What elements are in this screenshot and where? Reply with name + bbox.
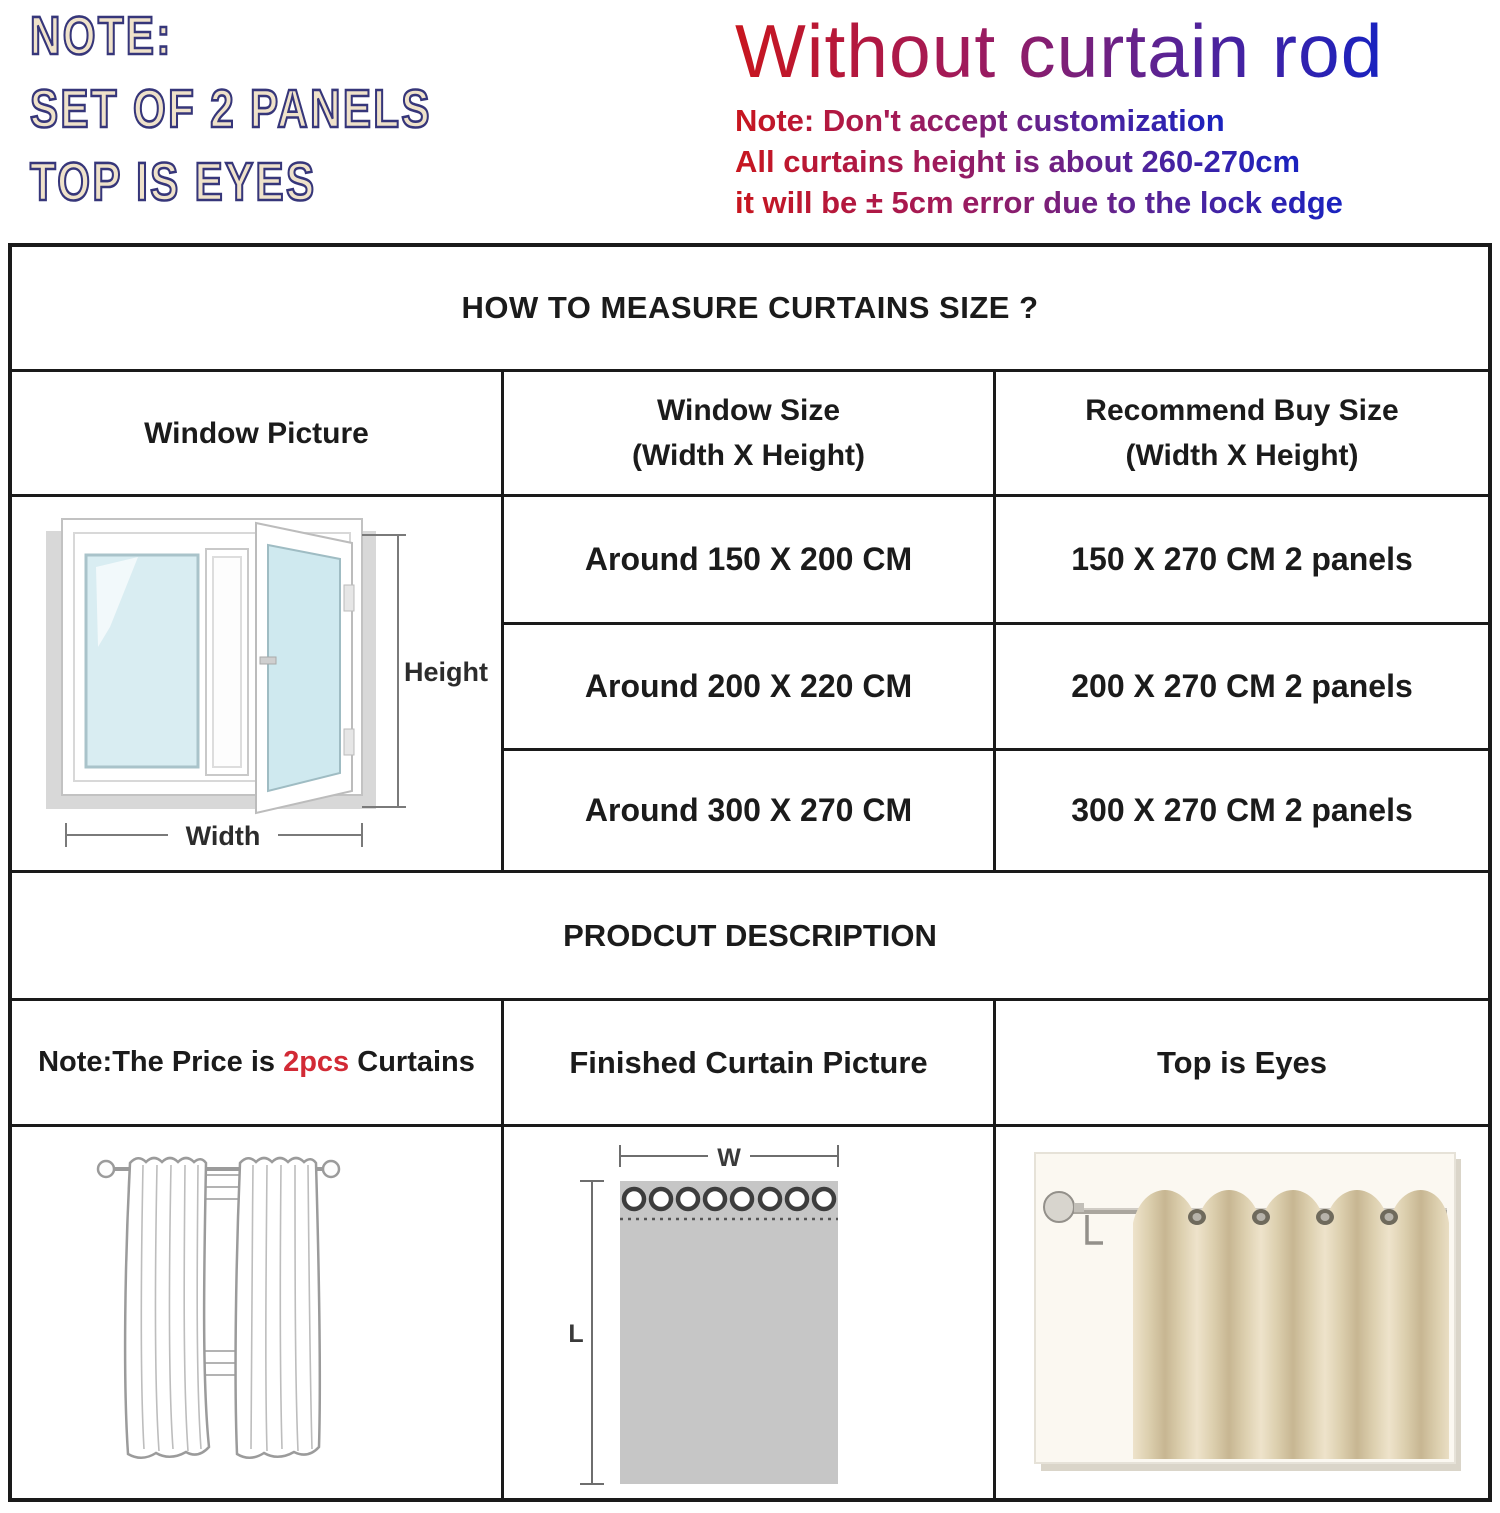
right-panel-sketch — [235, 1158, 319, 1458]
product-description-text: PRODCUT DESCRIPTION — [563, 917, 937, 953]
product-description-cell — [12, 873, 1488, 1001]
buy-size-row-1 — [996, 497, 1488, 625]
buy-size-3-text: 300 X 270 CM 2 panels — [1071, 792, 1413, 828]
table-title-cell — [12, 247, 1488, 372]
curtains-sketch-cell — [12, 1127, 504, 1498]
price-note-suffix: Curtains — [349, 1046, 475, 1078]
window-size-1-text: Around 150 X 200 CM — [584, 541, 913, 577]
finial-stem — [1074, 1203, 1084, 1212]
rod-finial — [1044, 1192, 1074, 1222]
note-line-2: SET OF 2 PANELS — [30, 79, 432, 139]
window-handle — [260, 657, 276, 664]
customization-note-2 — [735, 141, 1495, 182]
customization-notes — [735, 100, 1495, 223]
page-header — [0, 0, 1500, 243]
without-rod-block — [735, 10, 1495, 223]
customization-note-2-text: All curtains height is about 260-270cm — [735, 141, 1300, 182]
buy-size-row-2 — [996, 625, 1488, 751]
buy-size-2-text: 200 X 270 CM 2 panels — [1071, 668, 1413, 704]
window-center-strip-inner — [213, 557, 241, 767]
l-label: L — [567, 1319, 584, 1348]
window-size-row-3 — [504, 751, 996, 873]
curtain-photo-illustration — [996, 1129, 1488, 1497]
price-note-cell — [12, 1001, 504, 1127]
col-header-window-size-line2: (Width X Height) — [631, 439, 865, 472]
col-header-window-size — [504, 372, 996, 497]
col-header-window-picture-line1: Window Picture — [144, 416, 369, 450]
note-line-3: TOP IS EYES — [30, 152, 317, 212]
col-header-buy-size — [996, 372, 1488, 497]
window-size-row-2 — [504, 625, 996, 751]
top-is-eyes-label-text: Top is Eyes — [1157, 1044, 1327, 1080]
curtain-fabric — [1133, 1190, 1449, 1459]
buy-size-1-text: 150 X 270 CM 2 panels — [1071, 541, 1413, 577]
customization-note-1 — [735, 100, 1495, 141]
table-title-text: HOW TO MEASURE CURTAINS SIZE ? — [461, 290, 1039, 325]
w-label: W — [716, 1143, 741, 1172]
finished-picture-label-cell — [504, 1001, 996, 1127]
col-header-buy-size-line1: Recommend Buy Size — [1085, 394, 1399, 427]
without-rod-title-text: Without curtain rod — [735, 9, 1384, 93]
without-rod-title — [735, 10, 1495, 92]
buy-size-row-3 — [996, 751, 1488, 873]
window-hinge-top — [344, 585, 354, 611]
customization-note-3-text: it will be ± 5cm error due to the lock edge — [735, 182, 1343, 223]
col-header-buy-size-line2: (Width X Height) — [1125, 439, 1359, 472]
customization-note-1-text: Note: Don't accept customization — [735, 100, 1225, 141]
col-header-window-picture — [12, 372, 504, 497]
window-diagram — [12, 497, 504, 870]
height-label: Height — [403, 657, 488, 687]
grommet-panel — [620, 1181, 838, 1484]
grommet-diagram-cell — [504, 1127, 996, 1498]
curtain-photo-cell — [996, 1127, 1488, 1498]
price-note-prefix: Note:The Price is — [38, 1046, 284, 1078]
width-label: Width — [185, 821, 260, 851]
window-size-3-text: Around 300 X 270 CM — [584, 792, 913, 828]
finished-picture-label-text: Finished Curtain Picture — [569, 1044, 928, 1080]
window-size-2-text: Around 200 X 220 CM — [584, 668, 913, 704]
note-line-1: NOTE: — [30, 6, 173, 66]
customization-note-3 — [735, 182, 1495, 223]
left-panel-sketch — [125, 1158, 209, 1458]
window-size-row-1 — [504, 497, 996, 625]
measure-size-table — [8, 243, 1492, 1502]
price-note-text — [38, 1046, 475, 1079]
top-is-eyes-label-cell — [996, 1001, 1488, 1127]
price-note-highlight: 2pcs — [283, 1046, 350, 1078]
grommet-panel-diagram — [504, 1129, 996, 1497]
col-header-window-size-line1: Window Size — [656, 394, 841, 427]
window-hinge-bottom — [344, 729, 354, 755]
window-open-sash-glass — [268, 545, 340, 791]
set-of-panels-note — [30, 0, 545, 219]
curtains-sketch-illustration — [12, 1129, 504, 1497]
window-picture-cell — [12, 497, 504, 873]
